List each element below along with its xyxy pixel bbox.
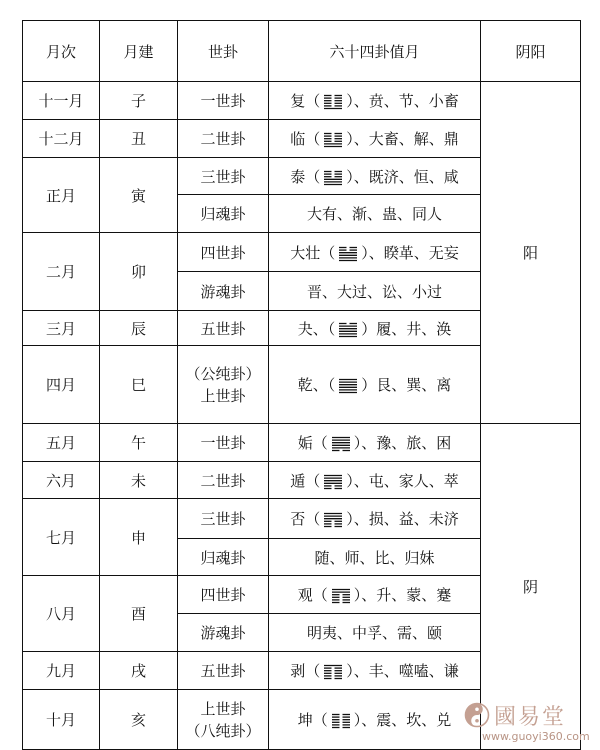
generation-cell: 二世卦 (178, 462, 269, 499)
hexagram-prefix: 剥（ (290, 662, 321, 680)
hexagram-prefix: 夬、（ (297, 319, 336, 338)
watermark (464, 700, 594, 746)
hexagram-symbol-icon (331, 713, 351, 729)
hexagram-cell (269, 233, 481, 272)
hexagram-prefix: 遁（ (290, 471, 321, 490)
hexagram-cell (269, 82, 481, 120)
month-cell: 十一月 (23, 82, 100, 120)
hexagram-cell: 随、师、比、归妹 (269, 539, 481, 576)
branch-cell: 寅 (100, 158, 178, 233)
hexagram-suffix: ）、豫、旅、困 (353, 434, 452, 452)
hexagram-cell (269, 424, 481, 462)
generation-cell: 归魂卦 (178, 539, 269, 576)
generation-cell: 游魂卦 (178, 614, 269, 652)
generation-cell: 一世卦 (178, 424, 269, 462)
header-row (23, 21, 581, 82)
hexagram-prefix: 姤（ (297, 434, 328, 452)
yang-cell: 阳 (481, 82, 581, 424)
hexagram-symbol-icon (323, 170, 343, 186)
hexagram-cell (269, 499, 481, 539)
hexagram-cell: 大有、渐、蛊、同人 (269, 195, 481, 233)
hexagram-prefix: 坤（ (297, 711, 328, 729)
generation-cell: 五世卦 (178, 652, 269, 690)
generation-line: （八纯卦） (185, 721, 261, 740)
hexagram-suffix: ）履、井、涣 (361, 319, 452, 338)
watermark-name: 國易堂 (494, 705, 567, 730)
header-hexagrams: 六十四卦值月 (269, 21, 481, 82)
branch-cell: 辰 (100, 311, 178, 346)
header-generation: 世卦 (178, 21, 269, 82)
month-cell: 六月 (23, 462, 100, 499)
hexagram-suffix: ）、贲、节、小畜 (346, 92, 459, 110)
hexagram-cell (269, 158, 481, 195)
hexagram-prefix: 乾、（ (297, 376, 336, 394)
hexagram-symbol-icon (331, 436, 351, 452)
generation-cell: 二世卦 (178, 120, 269, 158)
hexagram-month-table (22, 20, 581, 750)
generation-cell: 五世卦 (178, 311, 269, 346)
table-row (23, 424, 581, 462)
month-cell: 九月 (23, 652, 100, 690)
header-yinyang: 阴阳 (481, 21, 581, 82)
hexagram-symbol-icon (323, 474, 343, 490)
branch-cell: 子 (100, 82, 178, 120)
hexagram-symbol-icon (331, 588, 351, 604)
hexagram-cell (269, 346, 481, 424)
hexagram-symbol-icon (338, 378, 358, 394)
hexagram-prefix: 观（ (297, 586, 328, 604)
hexagram-suffix: ）、大畜、解、鼎 (346, 130, 459, 148)
yin-cell: 阴 (481, 424, 581, 750)
month-cell: 八月 (23, 576, 100, 652)
hexagram-prefix: 复（ (290, 92, 321, 110)
generation-cell (178, 690, 269, 750)
hexagram-suffix: ）、既济、恒、咸 (346, 167, 459, 186)
generation-cell: 四世卦 (178, 233, 269, 272)
hexagram-suffix: ）、震、坎、兑 (353, 711, 452, 729)
generation-cell (178, 346, 269, 424)
hexagram-symbol-icon (338, 246, 358, 262)
month-cell: 十二月 (23, 120, 100, 158)
generation-cell: 三世卦 (178, 499, 269, 539)
month-cell: 十月 (23, 690, 100, 750)
month-cell: 二月 (23, 233, 100, 311)
hexagram-prefix: 临（ (290, 130, 321, 148)
hexagram-suffix: ）、屯、家人、萃 (346, 471, 459, 490)
branch-cell: 酉 (100, 576, 178, 652)
hexagram-cell (269, 462, 481, 499)
hexagram-cell (269, 690, 481, 750)
month-cell: 四月 (23, 346, 100, 424)
hexagram-symbol-icon (323, 132, 343, 148)
hexagram-cell (269, 576, 481, 614)
hexagram-symbol-icon (323, 512, 343, 528)
hexagram-prefix: 否（ (290, 510, 321, 528)
generation-cell: 四世卦 (178, 576, 269, 614)
hexagram-suffix: ）艮、巽、离 (361, 376, 452, 394)
header-month: 月次 (23, 21, 100, 82)
generation-cell: 游魂卦 (178, 272, 269, 311)
branch-cell: 丑 (100, 120, 178, 158)
generation-line: （公纯卦） (185, 364, 261, 383)
hexagram-symbol-icon (323, 94, 343, 110)
hexagram-prefix: 大壮（ (290, 243, 336, 262)
hexagram-cell (269, 652, 481, 690)
hexagram-symbol-icon (323, 664, 343, 680)
hexagram-cell (269, 311, 481, 346)
watermark-url: www.guoyi360.com (482, 730, 590, 743)
header-branch: 月建 (100, 21, 178, 82)
watermark-logo-icon (464, 702, 490, 728)
generation-cell: 三世卦 (178, 158, 269, 195)
generation-cell: 一世卦 (178, 82, 269, 120)
month-cell: 七月 (23, 499, 100, 576)
hexagram-suffix: ）、睽革、无妄 (361, 243, 459, 262)
branch-cell: 未 (100, 462, 178, 499)
branch-cell: 午 (100, 424, 178, 462)
hexagram-symbol-icon (338, 322, 358, 338)
hexagram-suffix: ）、损、益、未济 (346, 510, 459, 528)
hexagram-suffix: ）、丰、噬嗑、谦 (346, 662, 459, 680)
month-cell: 五月 (23, 424, 100, 462)
generation-cell: 归魂卦 (178, 195, 269, 233)
branch-cell: 卯 (100, 233, 178, 311)
hexagram-cell (269, 120, 481, 158)
hexagram-suffix: ）、升、蒙、蹇 (353, 586, 452, 604)
branch-cell: 戌 (100, 652, 178, 690)
branch-cell: 巳 (100, 346, 178, 424)
branch-cell: 申 (100, 499, 178, 576)
hexagram-cell: 晋、大过、讼、小过 (269, 272, 481, 311)
hexagram-cell: 明夷、中孚、需、颐 (269, 614, 481, 652)
month-cell: 正月 (23, 158, 100, 233)
table-row (23, 82, 581, 120)
hexagram-prefix: 泰（ (290, 167, 321, 186)
month-cell: 三月 (23, 311, 100, 346)
generation-line: 上世卦 (200, 699, 246, 718)
generation-line: 上世卦 (200, 386, 246, 405)
branch-cell: 亥 (100, 690, 178, 750)
